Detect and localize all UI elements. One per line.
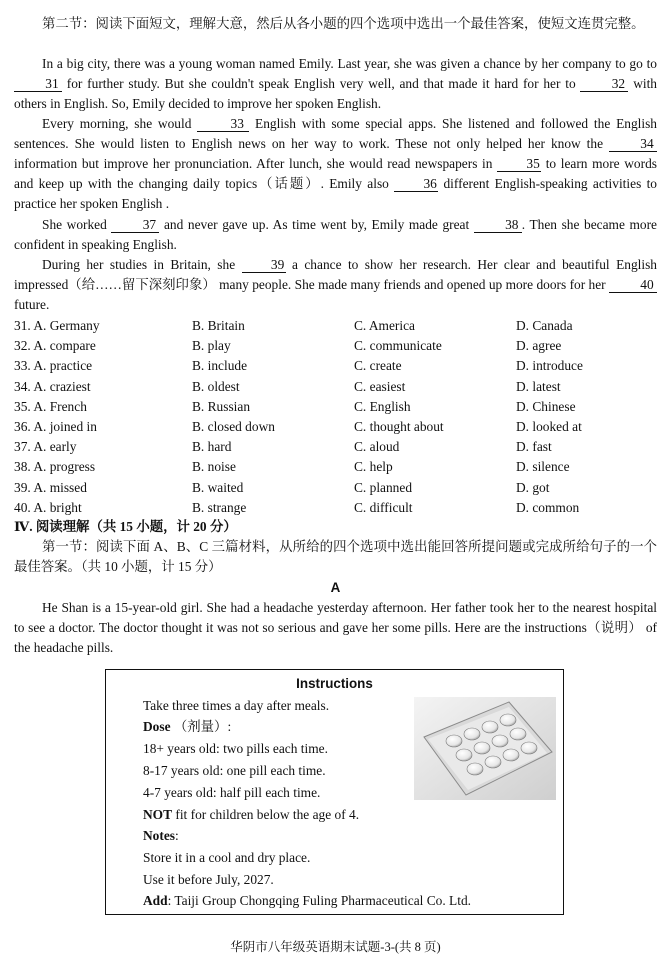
section2-intro [14, 14, 657, 34]
blank-39: 39 [242, 257, 286, 273]
option-row-33: 33. A. practice B. include C. create D. introduce [14, 358, 583, 374]
blank-32: 32 [580, 76, 628, 92]
dose-teen: 8-17 years old: one pill each time. [143, 763, 326, 778]
option-row-31: 31. A. Germany B. Britain C. America D. Canada [14, 318, 573, 333]
blank-36: 36 [394, 176, 438, 192]
passage-paragraph-1: In a big city, there was a young woman named Emily. Last year, she was given a chance by her company to go to 31 for further study. But she couldn't speak English very well, and that made it hard for her to 32 with others in English. So, Emily decided to improve her spoken English. [14, 56, 658, 111]
blank-40: 40 [609, 277, 657, 293]
option-row-39: 39. A. missed B. waited C. planned D. got [14, 479, 550, 495]
answer-options [14, 316, 657, 518]
instructions-title: Instructions [296, 676, 373, 691]
dose-adult: 18+ years old: two pills each time. [143, 741, 328, 756]
instruction-line-frequency: Take three times a day after meals. [143, 698, 330, 713]
option-row-35: 35. A. French B. Russian C. English D. Chinese [14, 398, 576, 414]
blank-34: 34 [609, 136, 657, 152]
reading-heading: Ⅳ. 阅读理解（共 15 小题，计 20 分） [14, 519, 237, 534]
passage-paragraph-3: She worked 37 and never gave up. As time went by, Emily made great 38 . Then she became more confident in speaking English. [14, 217, 657, 252]
passage-a-text: He Shan is a 15-year-old girl. She had a headache yesterday afternoon. Her father took her to the nearest hospital to see a doctor. The doctor thought it was not so serious and gave her some pills. Here are the instructions（说明） of the headache pills. [14, 600, 657, 655]
passage-paragraph-2: Every morning, she would 33 English with some special apps. She listened and followed the English sentences. She would listen to English news on her way to work. These not only helped her know the 34 information but improve her pronunciation. After lunch, she would read newspapers in 35 to learn more words and keep up with the changing daily topics（话题）. Emily also 36 different English-speaking activities to practice her spoken English . [14, 116, 658, 211]
option-row-32: 32. A. compare B. play C. communicate D. agree [14, 338, 562, 354]
dose-heading: Dose （剂量）: [143, 719, 232, 734]
blank-31: 31 [14, 76, 62, 92]
option-row-40: 40. A. bright B. strange C. difficult D. common [14, 499, 580, 515]
notes-heading: Notes: [143, 828, 179, 843]
reading-section1-instructions: 第一节：阅读下面 A、B、C 三篇材料，从所给的四个选项中选出能回答所提问题或完成所给句子的一个最佳答案。（共 10 小题，计 15 分） [14, 539, 657, 574]
not-fit-warning: NOT fit for children below the age of 4. [143, 807, 360, 822]
option-row-38: 38. A. progress B. noise C. help D. silence [14, 459, 570, 475]
blank-37: 37 [111, 217, 159, 233]
passage-paragraph-4: During her studies in Britain, she 39 a chance to show her research. Her clear and beautiful English impressed（给……留下深刻印象） many people. She made many friends and opened up more doors for her 40 future. [14, 257, 657, 312]
passage-a-label: A [330, 580, 341, 595]
instructions-box [105, 669, 564, 915]
pill-blister-pack-image [414, 697, 556, 800]
option-row-37: 37. A. early B. hard C. aloud D. fast [14, 439, 552, 455]
section2-intro-text: 第二节：阅读下面短文，理解大意，然后从各小题的四个选项中选出一个最佳答案，使短文连贯完整。 [42, 16, 645, 31]
dose-child: 4-7 years old: half pill each time. [143, 785, 321, 800]
note-expiry: Use it before July, 2027. [143, 872, 274, 887]
blank-35: 35 [497, 156, 541, 172]
option-row-34: 34. A. craziest B. oldest C. easiest D. latest [14, 378, 561, 394]
note-storage: Store it in a cool and dry place. [143, 850, 311, 865]
page-footer: 华阴市八年级英语期末试题-3-(共 8 页) [230, 940, 441, 954]
blank-33: 33 [197, 116, 249, 132]
option-row-36: 36. A. joined in B. closed down C. thought about D. looked at [14, 418, 582, 434]
address-line: Add: Taiji Group Chongqing Fuling Pharmaceutical Co. Ltd. [143, 893, 471, 908]
blank-38: 38 [474, 217, 522, 233]
